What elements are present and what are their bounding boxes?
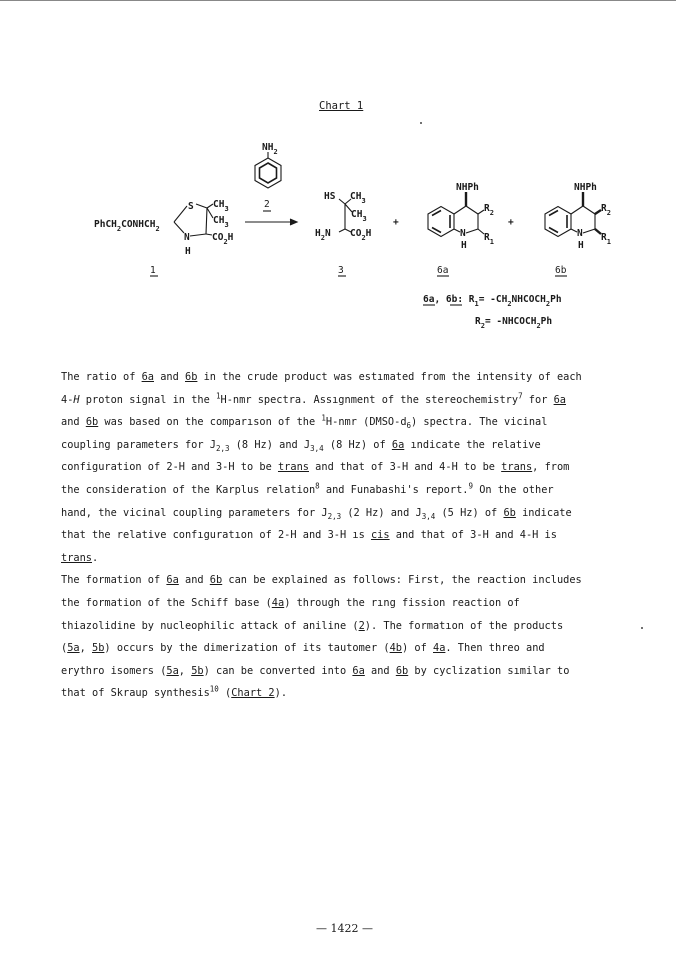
svg-text:H: H — [578, 240, 584, 251]
svg-text:6b: 6b — [555, 265, 567, 276]
text-line: coupling parameters for $J_{2,3}$ (8 Hz) and $J_{3,4}$ (8 Hz) of 6a ındicate the relative — [61, 438, 541, 453]
svg-text:R2: $R_2$ — [601, 203, 611, 217]
text-line: trans. — [61, 551, 99, 564]
text-line: that of Skraup synthesis$^{10}$ (Chart 2). — [61, 684, 288, 700]
text-line: (5a, 5b) occurs by the dimerization of its tautomer (4b) of 4a. Then threo and — [61, 642, 545, 655]
svg-text:6a: 6a — [437, 265, 449, 276]
svg-text:R2: $R_2$ — [484, 203, 494, 217]
svg-text:N: N — [460, 228, 466, 239]
svg-text:NHPh: NHPh — [456, 182, 479, 193]
svg-text:CH3: $CH_3$ — [213, 199, 229, 213]
text-line: The ratio of 6a and 6b in the crude product was estımated from the intensity of each — [61, 371, 582, 383]
svg-text:CH3: $CH_3$ — [213, 215, 229, 229]
svg-text:2: 2 — [264, 199, 270, 210]
text-line: and 6b was based on the comparıson of the $^1$H-nmr $(DMSO-d_6)$ spectra. The vicinal — [61, 413, 548, 431]
svg-text:N: N — [577, 228, 583, 239]
svg-text:H2N: $H_2N$ — [315, 228, 331, 242]
svg-text:CH3: $CH_3$ — [350, 191, 366, 205]
speck — [641, 627, 643, 629]
svg-text:R1: $R_1$ — [601, 232, 611, 246]
svg-text:+: + — [393, 217, 399, 228]
svg-text:PhCH2CONHCH2: $PhCH_2CONHCH_2$ — [94, 219, 160, 233]
chart-title: Chart 1 — [319, 100, 364, 112]
svg-text:+: + — [508, 217, 514, 228]
svg-text:6a, 6b: R1= -CH2NHCOCH2Ph: 6a, 6b: $R_1=$ $-CH_2NHCOCH_2Ph$ — [423, 294, 562, 308]
tetrahydroquinoline-6b-structure — [545, 192, 601, 237]
page-number: — 1422 — — [316, 922, 373, 935]
svg-text:CH3: $CH_3$ — [351, 209, 367, 223]
text-line: The formation of 6a and 6b can be explained as follows: First, the reaction includes — [61, 574, 582, 587]
svg-text:H: H — [461, 240, 467, 251]
svg-text:R2= -NHCOCH2Ph: $R_2=$ $-NHCOCH_2Ph$ — [475, 316, 553, 330]
svg-text:R1: $R_1$ — [484, 232, 494, 246]
svg-text:1: 1 — [150, 265, 156, 276]
tetrahydroquinoline-6a-structure — [428, 192, 484, 237]
text-line: hand, the vicinal coupling parameters for $J_{2,3}$ (2 Hz) and $J_{3,4}$ (5 Hz) of 6b indicate — [61, 506, 572, 521]
svg-text:H: H — [185, 246, 191, 257]
text-line: the consideration of the Karplus relation$^8$ and Funabashi's report.$^9$ On the other — [61, 481, 554, 496]
text-line: that the relative confıguratıon of 2-H and 3-H ıs cis and that of 3-H and 4-H is — [61, 529, 557, 542]
text-line: configuration of 2-H and 3-H to be trans and that of 3-H and 4-H to be trans, from — [61, 461, 570, 474]
svg-text:3: 3 — [338, 265, 344, 276]
body-text — [61, 366, 636, 705]
text-line: erythro isomers (5a, 5b) can be converted into 6a and 6b by cyclization sımilar to — [61, 664, 570, 677]
aniline-structure — [255, 152, 281, 188]
svg-text:HS: HS — [324, 191, 336, 202]
reaction-scheme — [0, 0, 676, 340]
text-line: the formation of the Schiff base (4a) through the rıng fission reaction of — [61, 596, 520, 609]
speck — [420, 122, 422, 124]
text-line: thiazolidine by nucleophilic attack of aniline (2). The formatıon of the products — [61, 619, 564, 632]
svg-text:N: N — [184, 232, 190, 243]
reaction-arrow — [245, 219, 297, 225]
svg-text:CO2H: $CO_2H$ — [212, 232, 234, 246]
svg-text:S: S — [188, 201, 194, 212]
svg-text:CO2H: $CO_2H$ — [350, 228, 372, 242]
svg-text:NHPh: NHPh — [574, 182, 597, 193]
text-line: 4-H proton signal in the $^1$H-nmr spectra. Assıgnment of the stereochemistry$^7$ for 6a — [61, 391, 567, 406]
svg-text:NH2: $NH_2$ — [262, 142, 278, 156]
